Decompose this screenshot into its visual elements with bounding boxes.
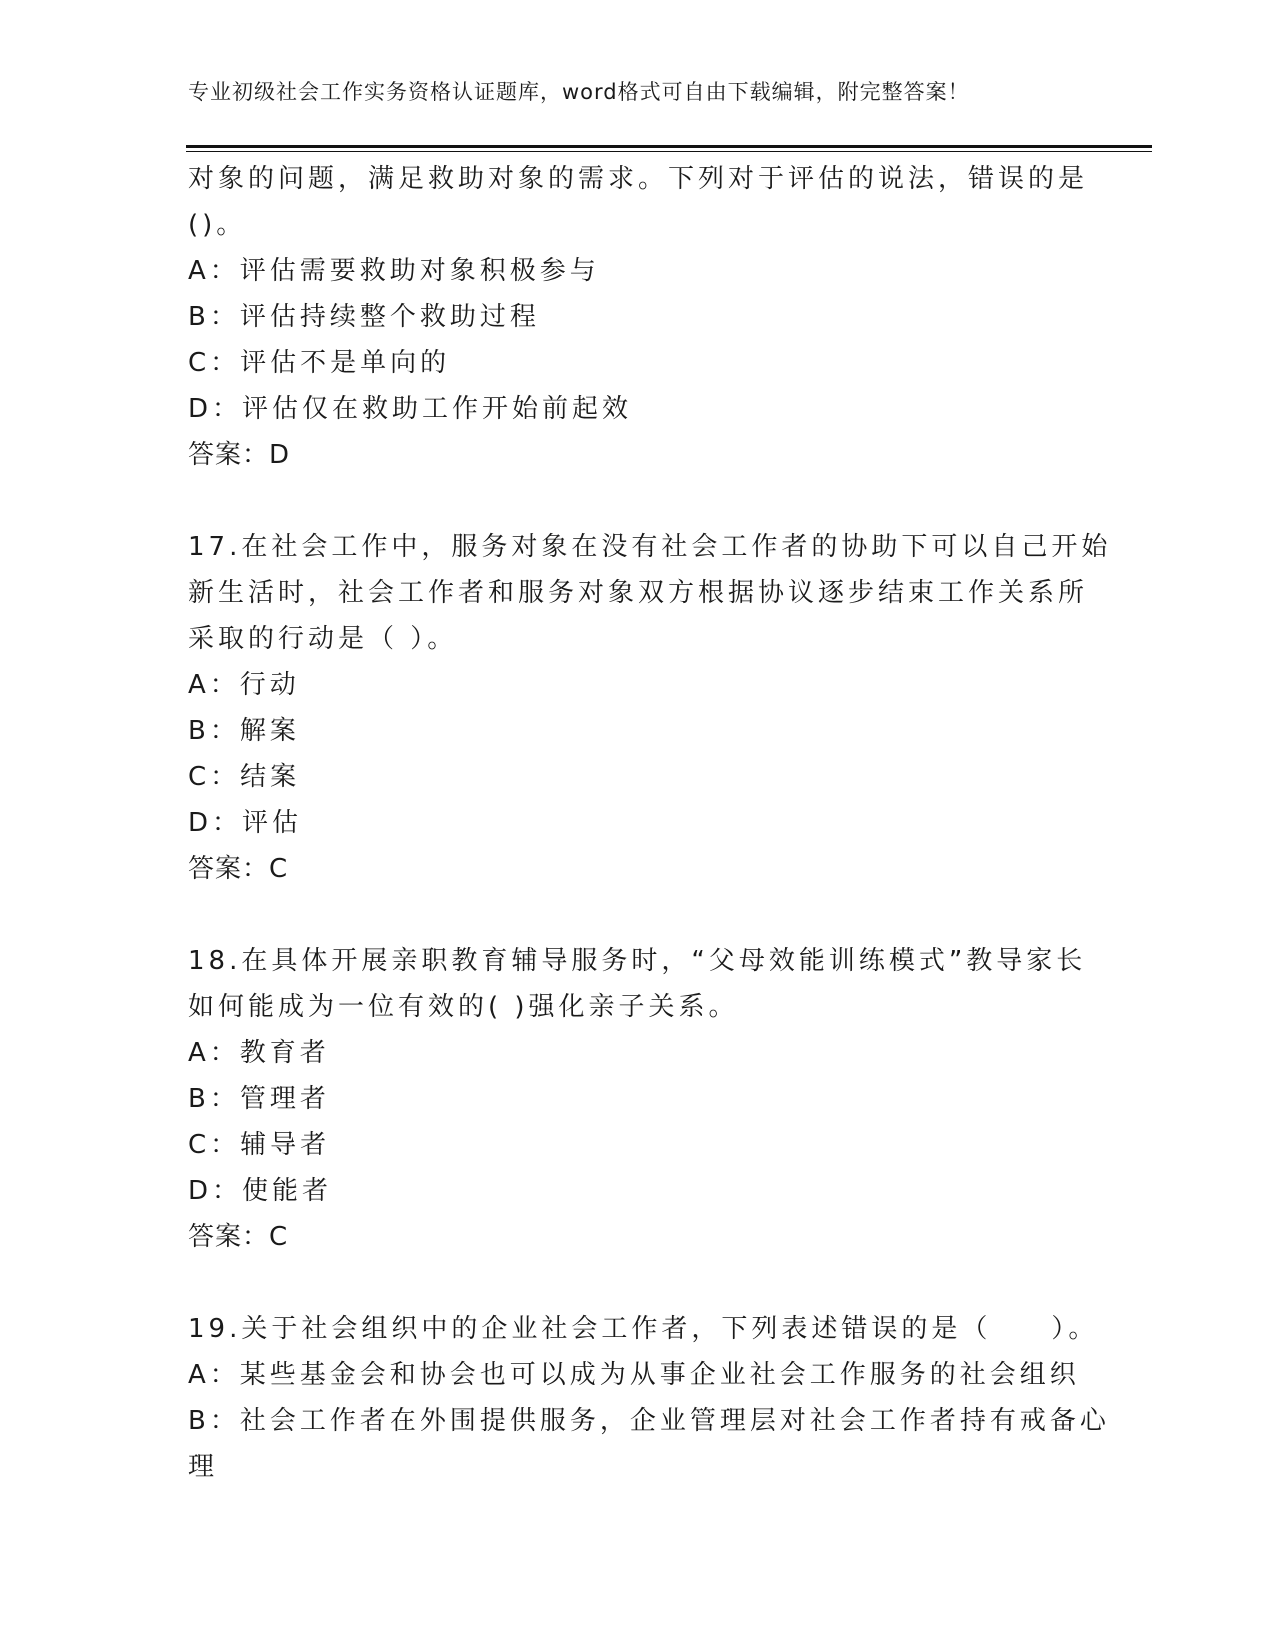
answer: 答案：C: [188, 1222, 289, 1252]
answer: 答案：C: [188, 854, 289, 884]
question-text-line: 17.在社会工作中，服务对象在没有社会工作者的协助下可以自己开始: [188, 532, 1112, 562]
question-text-line: 新生活时，社会工作者和服务对象双方根据协议逐步结束工作关系所: [188, 578, 1089, 608]
option-c: C：评估不是单向的: [188, 348, 451, 378]
option-d: D：评估仅在救助工作开始前起效: [188, 394, 633, 424]
header-rule-thin: [186, 151, 1152, 152]
answer: 答案：D: [188, 440, 291, 470]
option-a: A：行动: [188, 670, 300, 700]
option-d: D：评估: [188, 808, 303, 838]
option-b: B：评估持续整个救助过程: [188, 302, 540, 332]
question-text-line: 采取的行动是（ ）。: [188, 624, 458, 654]
spacer: [188, 892, 1088, 938]
question-text-line: ()。: [188, 210, 247, 240]
option-a: A：评估需要救助对象积极参与: [188, 256, 600, 286]
question-16: [188, 156, 1088, 478]
question-text-line: 如何能成为一位有效的( )强化亲子关系。: [188, 992, 739, 1022]
question-18: [188, 938, 1088, 1260]
question-19: [188, 1306, 1110, 1490]
option-b: B：管理者: [188, 1084, 330, 1114]
page-header: 专业初级社会工作实务资格认证题库，word格式可自由下载编辑，附完整答案！: [188, 80, 970, 104]
option-d: D：使能者: [188, 1176, 333, 1206]
question-content: [188, 156, 1112, 1490]
option-c: C：辅导者: [188, 1130, 331, 1160]
option-c: C：结案: [188, 762, 301, 792]
option-b-continuation: 理: [188, 1452, 219, 1482]
option-a: A：教育者: [188, 1038, 330, 1068]
spacer: [188, 478, 1088, 524]
option-a: A：某些基金会和协会也可以成为从事企业社会工作服务的社会组织: [188, 1360, 1080, 1390]
spacer: [188, 1260, 1088, 1306]
option-b: B：解案: [188, 716, 300, 746]
question-text-line: 19.关于社会组织中的企业社会工作者，下列表述错误的是（ ）。: [188, 1314, 1099, 1344]
question-17: [188, 524, 1112, 892]
question-text-line: 对象的问题，满足救助对象的需求。下列对于评估的说法，错误的是: [188, 164, 1089, 194]
question-text-line: 18.在具体开展亲职教育辅导服务时，“父母效能训练模式”教导家长: [188, 946, 1087, 976]
header-rule-thick: [186, 145, 1152, 148]
option-b: B：社会工作者在外围提供服务，企业管理层对社会工作者持有戒备心: [188, 1406, 1110, 1436]
